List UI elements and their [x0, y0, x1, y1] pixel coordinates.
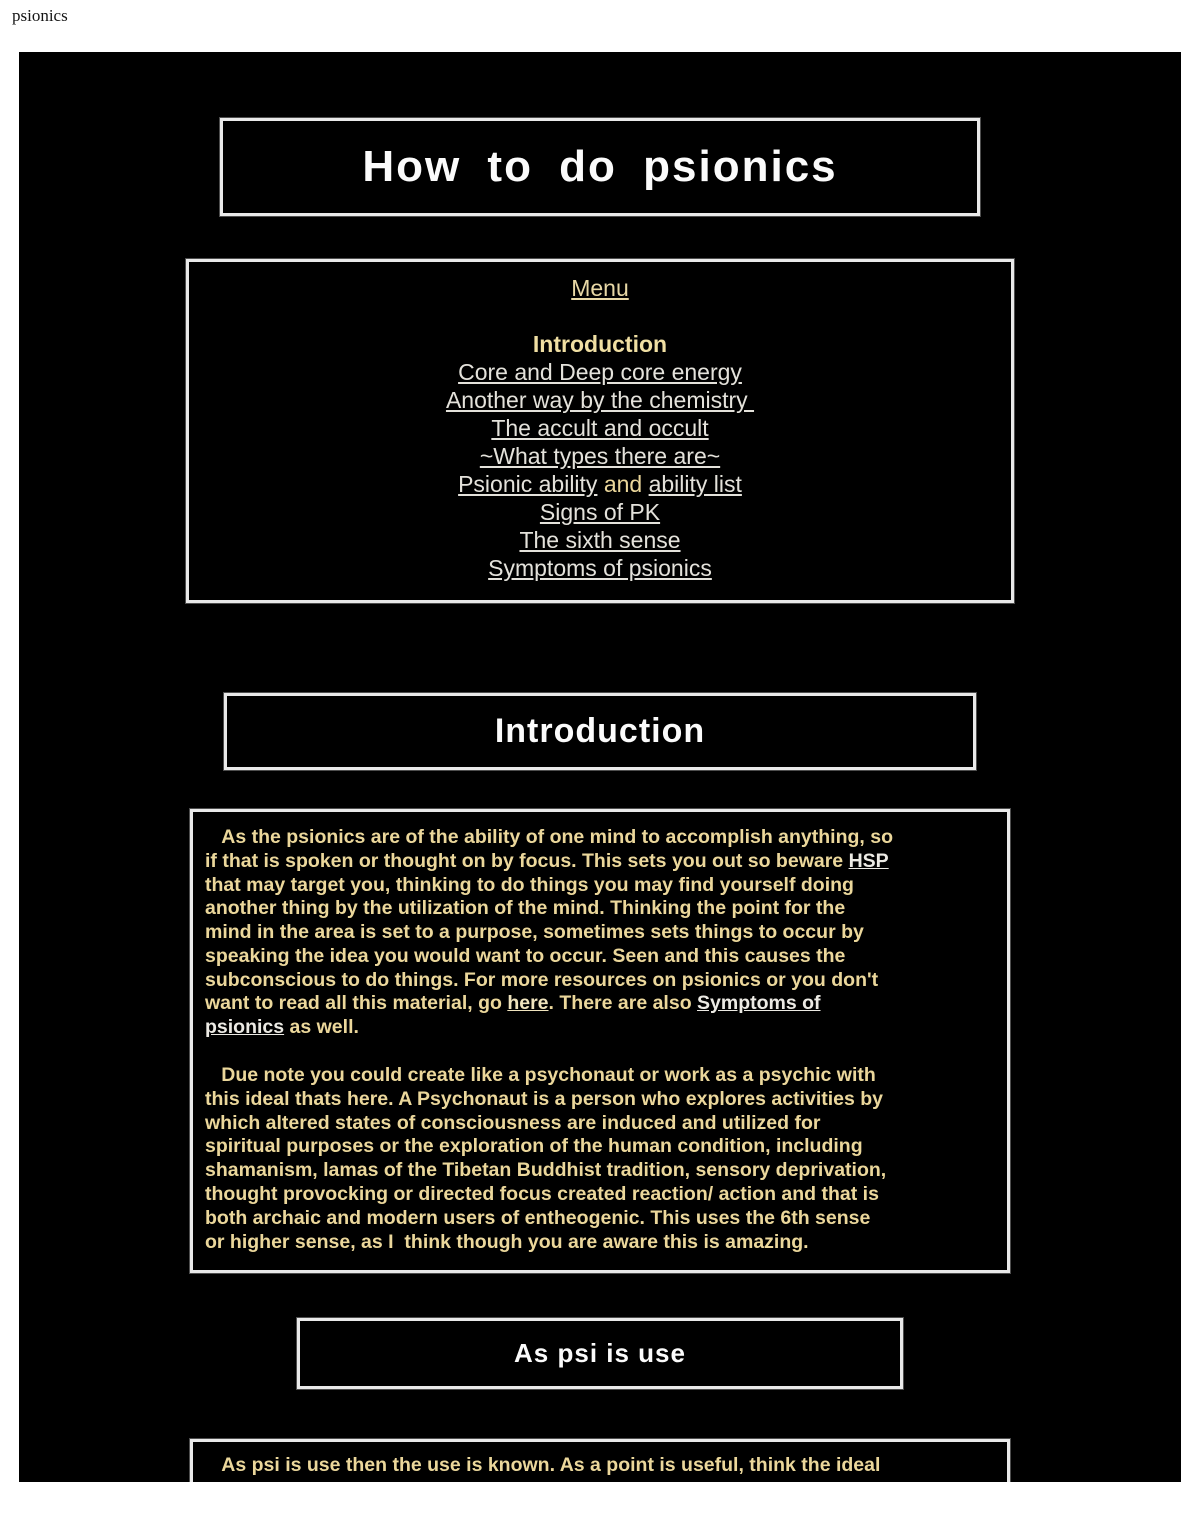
- link-symptoms-of[interactable]: Symptoms of: [697, 992, 821, 1015]
- text-line: [205, 1016, 995, 1040]
- menu-box: [186, 259, 1014, 603]
- text-line: [199, 330, 1001, 358]
- text-run: subconscious to do things. For more resources on psionics or you don't: [205, 968, 879, 991]
- menu-section-heading: Introduction: [532, 331, 668, 357]
- intro-text-box: [190, 809, 1010, 1273]
- page-body: [19, 52, 1181, 1482]
- text-run: or higher sense, as I think though you are aware this is amazing.: [205, 1230, 809, 1253]
- text-line: [205, 1183, 995, 1207]
- text-run: spiritual purposes or the exploration of the human condition, including: [205, 1135, 863, 1158]
- link-symptoms-of-psionics[interactable]: Symptoms of psionics: [488, 555, 712, 581]
- psi-heading: As psi is use: [514, 1338, 686, 1369]
- text-run: both archaic and modern users of entheogenic. This uses the 6th sense: [205, 1206, 871, 1229]
- menu-title-line: [199, 274, 1001, 302]
- intro-heading: Introduction: [494, 712, 706, 750]
- text-run: Due note you could create like a psychonaut or work as a psychic with: [205, 1064, 876, 1087]
- text-line: [205, 1454, 995, 1478]
- menu-list: [199, 330, 1001, 582]
- text-line: [205, 850, 995, 874]
- text-run: As the psionics are of the ability of one mind to accomplish anything, so: [205, 826, 894, 848]
- text-line: [199, 470, 1001, 498]
- text-line: [205, 897, 995, 921]
- text-run: thought provocking or directed focus created reaction/ action and that is: [205, 1182, 879, 1205]
- text-line: [205, 921, 995, 945]
- page-title: How to do psionics: [362, 142, 838, 191]
- text-line: [205, 1135, 995, 1159]
- link-another-way-by-the-chemistry[interactable]: Another way by the chemistry: [445, 387, 755, 413]
- link-signs-of-pk[interactable]: Signs of PK: [539, 499, 661, 525]
- text-line: [199, 414, 1001, 442]
- text-run: that may target you, thinking to do things you may find yourself doing: [205, 873, 854, 896]
- link-what-types-there-are[interactable]: ~What types there are~: [479, 443, 721, 469]
- text-line: [199, 554, 1001, 582]
- text-run: if that is spoken or thought on by focus. This sets you out so beware: [205, 849, 849, 872]
- text-run: mind in the area is set to a purpose, sometimes sets things to occur by: [205, 921, 864, 944]
- text-line: [199, 442, 1001, 470]
- text-run: which altered states of consciousness are induced and utilized for: [205, 1111, 821, 1134]
- paragraph: [205, 826, 995, 1040]
- link-psionics[interactable]: psionics: [205, 1016, 285, 1039]
- link-the-sixth-sense[interactable]: The sixth sense: [519, 527, 681, 553]
- text-run: and: [597, 471, 649, 497]
- text-run: want to read all this material, go: [205, 992, 508, 1015]
- text-line: [199, 498, 1001, 526]
- print-page-header: psionics: [12, 6, 68, 25]
- link-ability-list[interactable]: ability list: [648, 471, 742, 497]
- link-hsp[interactable]: HSP: [848, 849, 889, 872]
- text-line: [205, 1231, 995, 1255]
- main-title-box: [220, 118, 980, 216]
- text-line: [205, 874, 995, 898]
- text-line: [205, 1112, 995, 1136]
- text-line: [199, 358, 1001, 386]
- menu-link[interactable]: Menu: [571, 275, 629, 301]
- text-line: [205, 969, 995, 993]
- psi-heading-box: [297, 1318, 903, 1389]
- text-run: speaking the idea you would want to occur. Seen and this causes the: [205, 944, 846, 967]
- paragraph: [205, 1064, 995, 1254]
- intro-heading-box: [224, 693, 976, 770]
- text-line: [205, 1159, 995, 1183]
- text-run: shamanism, lamas of the Tibetan Buddhist tradition, sensory deprivation,: [205, 1159, 887, 1182]
- text-line: [205, 945, 995, 969]
- text-run: this ideal thats here. A Psychonaut is a person who explores activities by: [205, 1087, 884, 1110]
- bottom-text-box: [190, 1439, 1010, 1482]
- link-here[interactable]: here: [507, 992, 549, 1015]
- text-line: [205, 992, 995, 1016]
- text-line: [199, 526, 1001, 554]
- link-core-and-deep-core-energy[interactable]: Core and Deep core energy: [458, 359, 742, 385]
- text-run: As psi is use then the use is known. As a point is useful, think the ideal: [205, 1454, 881, 1477]
- link-psionic-ability[interactable]: Psionic ability: [458, 471, 598, 497]
- text-line: [205, 1064, 995, 1088]
- text-line: [205, 826, 995, 850]
- text-run: another thing by the utilization of the mind. Thinking the point for the: [205, 897, 846, 920]
- text-line: [205, 1207, 995, 1231]
- text-run: . There are also: [548, 992, 698, 1015]
- link-the-accult-and-occult[interactable]: The accult and occult: [491, 415, 709, 441]
- text-line: [199, 386, 1001, 414]
- text-line: [205, 1088, 995, 1112]
- text-run: as well.: [284, 1016, 359, 1039]
